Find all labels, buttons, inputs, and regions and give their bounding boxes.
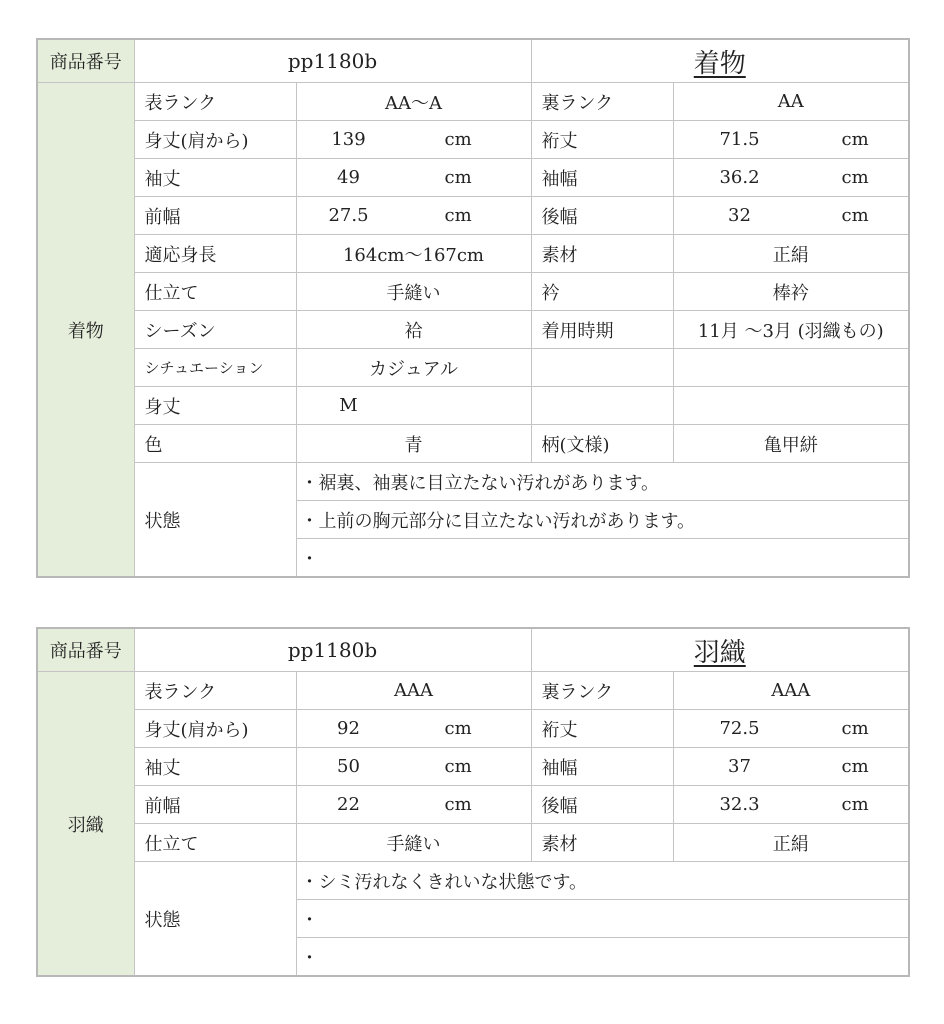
yuki-label: 裄丈 (531, 121, 673, 159)
ura-rank-label: 裏ランク (531, 83, 673, 121)
ushirohaba-cell (673, 197, 909, 235)
sodehaba-unit: cm (841, 167, 869, 188)
table-row (37, 83, 909, 121)
ushirohaba-label: 後幅 (531, 786, 673, 824)
table-title: 羽織 (531, 628, 909, 672)
mitake-cell (296, 710, 531, 748)
condition-label: 状態 (134, 463, 296, 578)
table-row (37, 159, 909, 197)
table-row (37, 273, 909, 311)
color-value: 青 (296, 425, 531, 463)
season-label: シーズン (134, 311, 296, 349)
shitate-value: 手縫い (296, 273, 531, 311)
product-number-value: pp1180b (134, 39, 531, 83)
yuki-value: 71.5 (719, 129, 760, 150)
empty-cell (673, 387, 909, 425)
sodetake-unit: cm (444, 167, 472, 188)
empty-cell (673, 349, 909, 387)
sodehaba-value: 37 (728, 756, 751, 777)
yuki-unit: cm (841, 129, 869, 150)
product-number-label: 商品番号 (37, 628, 134, 672)
ushirohaba-cell (673, 786, 909, 824)
sodehaba-value: 36.2 (719, 167, 760, 188)
table-row (37, 387, 909, 425)
condition-line: ・ (296, 938, 909, 977)
eri-value: 棒衿 (673, 273, 909, 311)
table-row (37, 235, 909, 273)
sodehaba-label: 袖幅 (531, 159, 673, 197)
omote-rank-label: 表ランク (134, 83, 296, 121)
sozai-label: 素材 (531, 235, 673, 273)
sodetake-value: 49 (337, 167, 360, 188)
sozai-value: 正絹 (673, 824, 909, 862)
ushirohaba-value: 32.3 (719, 794, 760, 815)
jiki-label: 着用時期 (531, 311, 673, 349)
jiki-value: 11月 〜3月 (羽織もの) (673, 311, 909, 349)
sodetake-value: 50 (337, 756, 360, 777)
maehaba-cell (296, 197, 531, 235)
condition-row (37, 463, 909, 501)
yuki-unit: cm (841, 718, 869, 739)
kimono-spec-table (36, 38, 910, 578)
sodetake-cell (296, 159, 531, 197)
tekiou-label: 適応身長 (134, 235, 296, 273)
mitake-cell (296, 121, 531, 159)
mitake-label: 身丈(肩から) (134, 121, 296, 159)
ura-rank-value: AA (673, 83, 909, 121)
section-label: 着物 (37, 83, 134, 578)
product-number-label: 商品番号 (37, 39, 134, 83)
haori-spec-table (36, 627, 910, 977)
sodehaba-label: 袖幅 (531, 748, 673, 786)
section-label: 羽織 (37, 672, 134, 977)
sodetake-label: 袖丈 (134, 159, 296, 197)
situation-value: カジュアル (296, 349, 531, 387)
mitake-value: 92 (337, 718, 360, 739)
ushirohaba-value: 32 (728, 205, 751, 226)
situation-label: シチュエーション (134, 349, 296, 387)
table-title: 着物 (531, 39, 909, 83)
empty-cell (531, 387, 673, 425)
sodehaba-unit: cm (841, 756, 869, 777)
mitake-value: 139 (331, 129, 366, 150)
table-row (37, 824, 909, 862)
sodetake-cell (296, 748, 531, 786)
table-row (37, 425, 909, 463)
header-row (37, 628, 909, 672)
yuki-cell (673, 710, 909, 748)
sodetake-label: 袖丈 (134, 748, 296, 786)
mitake-unit: cm (444, 129, 472, 150)
yuki-cell (673, 121, 909, 159)
season-value: 袷 (296, 311, 531, 349)
condition-row (37, 862, 909, 900)
condition-line: ・シミ汚れなくきれいな状態です。 (296, 862, 909, 900)
size-label: 身丈 (134, 387, 296, 425)
empty-cell (531, 349, 673, 387)
table-row (37, 311, 909, 349)
sodehaba-cell (673, 159, 909, 197)
shitate-label: 仕立て (134, 824, 296, 862)
sozai-label: 素材 (531, 824, 673, 862)
header-row (37, 39, 909, 83)
maehaba-value: 22 (337, 794, 360, 815)
maehaba-label: 前幅 (134, 786, 296, 824)
ushirohaba-unit: cm (841, 794, 869, 815)
ura-rank-value: AAA (673, 672, 909, 710)
sozai-value: 正絹 (673, 235, 909, 273)
table-row (37, 672, 909, 710)
mitake-unit: cm (444, 718, 472, 739)
maehaba-cell (296, 786, 531, 824)
condition-line: ・ (296, 539, 909, 578)
ushirohaba-label: 後幅 (531, 197, 673, 235)
table-row (37, 748, 909, 786)
eri-label: 衿 (531, 273, 673, 311)
size-cell (296, 387, 531, 425)
maehaba-label: 前幅 (134, 197, 296, 235)
pattern-value: 亀甲絣 (673, 425, 909, 463)
size-value: M (339, 395, 358, 416)
tekiou-value: 164cm〜167cm (296, 235, 531, 273)
omote-rank-value: AAA (296, 672, 531, 710)
shitate-label: 仕立て (134, 273, 296, 311)
condition-line: ・裾裏、袖裏に目立たない汚れがあります。 (296, 463, 909, 501)
maehaba-unit: cm (444, 794, 472, 815)
table-row (37, 349, 909, 387)
maehaba-value: 27.5 (328, 205, 369, 226)
ushirohaba-unit: cm (841, 205, 869, 226)
condition-line: ・上前の胸元部分に目立たない汚れがあります。 (296, 501, 909, 539)
yuki-value: 72.5 (719, 718, 760, 739)
table-row (37, 121, 909, 159)
table-row (37, 710, 909, 748)
product-number-value: pp1180b (134, 628, 531, 672)
color-label: 色 (134, 425, 296, 463)
shitate-value: 手縫い (296, 824, 531, 862)
table-row (37, 786, 909, 824)
omote-rank-label: 表ランク (134, 672, 296, 710)
ura-rank-label: 裏ランク (531, 672, 673, 710)
pattern-label: 柄(文様) (531, 425, 673, 463)
maehaba-unit: cm (444, 205, 472, 226)
yuki-label: 裄丈 (531, 710, 673, 748)
sodetake-unit: cm (444, 756, 472, 777)
sodehaba-cell (673, 748, 909, 786)
condition-line: ・ (296, 900, 909, 938)
condition-label: 状態 (134, 862, 296, 977)
omote-rank-value: AA〜A (296, 83, 531, 121)
mitake-label: 身丈(肩から) (134, 710, 296, 748)
table-row (37, 197, 909, 235)
